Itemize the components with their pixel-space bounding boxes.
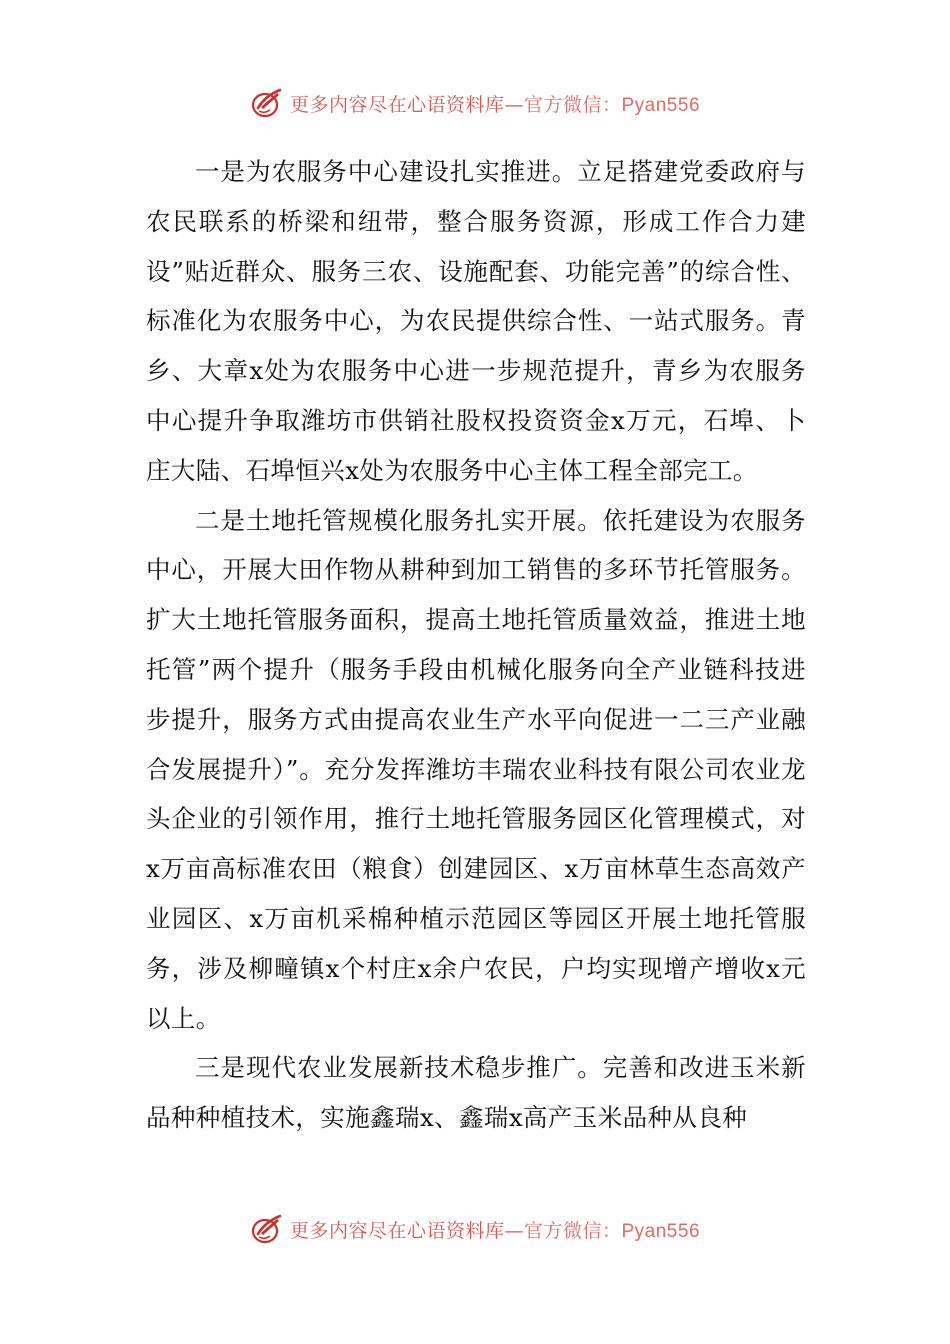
header-watermark-banner xyxy=(0,83,950,123)
watermark-wechat-label: 官方微信： xyxy=(523,1219,622,1242)
watermark-handle: Pyan556 xyxy=(621,1220,701,1242)
paragraph-1: 一是为农服务中心建设扎实推进。立足搭建党委政府与农民联系的桥梁和纽带，整合服务资源，形成工作合力建设”贴近群众、服务三农、设施配套、功能完善”的综合性、标准化为农服务中心，为农民提供综合性、一站式服务。青乡、大章x处为农服务中心进一步规范提升，青乡为农服务中心提升争取潍坊市供销社股权投资资金x万元，石埠、卜庄大陆、石埠恒兴x处为农服务中心主体工程全部完工。 xyxy=(146,157,806,485)
paragraph-2: 二是土地托管规模化服务扎实开展。依托建设为农服务中心，开展大田作物从耕种到加工销售的多环节托管服务。扩大土地托管服务面积，提高土地托管质量效益，推进土地托管”两个提升（服务手段由机械化服务向全产业链科技进步提升，服务方式由提高农业生产水平向促进一二三产业融合发展提升）”。充分发挥潍坊丰瑞农业科技有限公司农业龙头企业的引领作用，推行土地托管服务园区化管理模式，对x万亩高标准农田（粮食）创建园区、x万亩林草生态高效产业园区、x万亩机采棉种植示范园区等园区开展土地托管服务，涉及柳疃镇x个村庄x余户农民，户均实现增产增收x元以上。 xyxy=(146,505,806,1033)
paragraph-3: 三是现代农业发展新技术稳步推广。完善和改进玉米新品种种植技术，实施鑫瑞x、鑫瑞x高产玉米品种从良种 xyxy=(146,1053,806,1133)
pen-logo-icon xyxy=(250,86,284,120)
document-body xyxy=(146,147,806,1143)
watermark-main: 更多内容尽在心语资料库— xyxy=(289,93,524,116)
watermark-handle: Pyan556 xyxy=(621,94,701,116)
watermark-text xyxy=(290,1216,700,1243)
pen-logo-icon xyxy=(250,1212,284,1246)
watermark-text xyxy=(290,90,700,117)
watermark-wechat-label: 官方微信： xyxy=(523,93,622,116)
watermark-main: 更多内容尽在心语资料库— xyxy=(289,1219,524,1242)
footer-watermark-banner xyxy=(0,1209,950,1249)
